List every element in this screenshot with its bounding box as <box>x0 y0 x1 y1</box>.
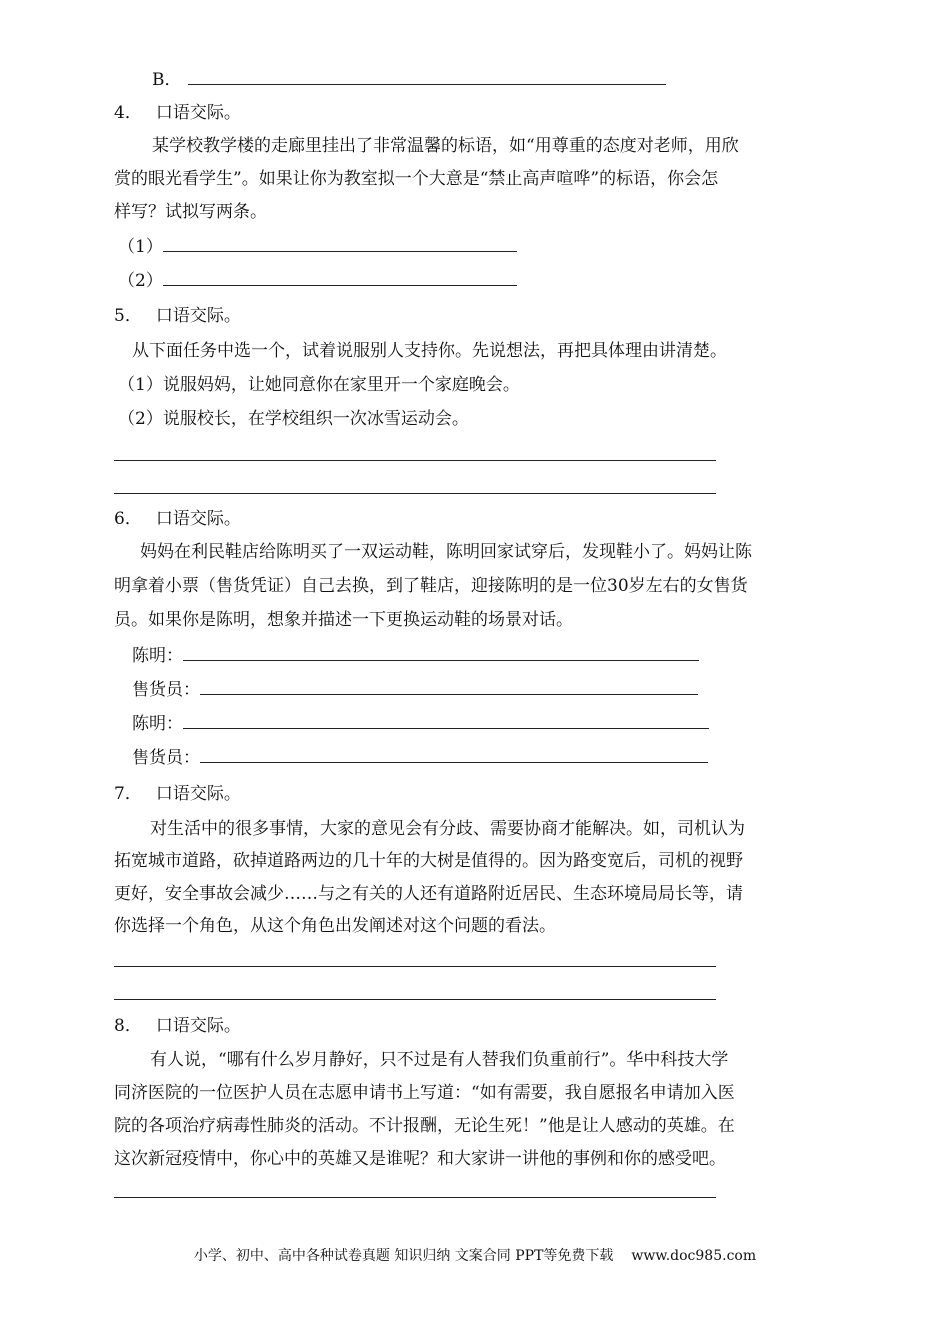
q8-heading <box>114 1015 241 1037</box>
q4-blank-2 <box>118 269 517 292</box>
q3-answer-blank[interactable] <box>188 68 666 85</box>
q4-title: 口语交际。 <box>155 103 241 123</box>
q4-line-1: 某学校教学楼的走廊里挂出了非常温馨的标语，如“用尊重的态度对老师，用欣 <box>152 136 739 156</box>
q8-line-4: 这次新冠疫情中，你心中的英雄又是谁呢？和大家讲一讲他的事例和你的感受吧。 <box>114 1149 726 1169</box>
q5-task-2: （2）说服校长，在学校组织一次冰雪运动会。 <box>118 409 469 429</box>
q4-line-3: 样写？试拟写两条。 <box>114 202 267 222</box>
q7-title: 口语交际。 <box>155 784 241 804</box>
q6-title: 口语交际。 <box>155 509 241 529</box>
footer-text: 小学、初中、高中各种试卷真题 知识归纳 文案合同 PPT等免费下载 <box>193 1248 614 1264</box>
q6-dialogue-4-blank[interactable] <box>200 746 708 763</box>
q4-heading <box>114 102 241 124</box>
q3-option-b <box>152 68 666 91</box>
q6-line-1: 妈妈在利民鞋店给陈明买了一双运动鞋，陈明回家试穿后，发现鞋小了。妈妈让陈 <box>140 542 752 562</box>
q7-answer-line-2[interactable] <box>114 999 716 1000</box>
q5-answer-line-1[interactable] <box>114 460 716 461</box>
q7-number: 7． <box>114 784 142 804</box>
q7-line-2: 拓宽城市道路，砍掉道路两边的几十年的大树是值得的。因为路变宽后，司机的视野 <box>114 851 743 871</box>
q6-dialogue-2-blank[interactable] <box>200 678 698 695</box>
q5-task-1: （1）说服妈妈，让她同意你在家里开一个家庭晚会。 <box>118 375 520 395</box>
q6-dialogue-3-blank[interactable] <box>183 712 709 729</box>
q4-answer-line-1[interactable] <box>163 235 517 252</box>
q6-dialogue-1 <box>132 644 699 667</box>
q6-speaker-clerk-1: 售货员： <box>132 680 200 700</box>
page-footer <box>0 1247 950 1265</box>
q5-answer-line-2[interactable] <box>114 493 716 494</box>
q6-dialogue-1-blank[interactable] <box>183 644 699 661</box>
q7-line-4: 你选择一个角色，从这个角色出发阐述对这个问题的看法。 <box>114 916 556 936</box>
q6-dialogue-4 <box>132 746 708 769</box>
q8-line-3: 院的各项治疗病毒性肺炎的活动。不计报酬，无论生死！”他是让人感动的英雄。在 <box>114 1116 735 1136</box>
q6-dialogue-2 <box>132 678 698 701</box>
q8-number: 8． <box>114 1016 142 1036</box>
footer-site-link[interactable]: www.doc985.com <box>631 1248 757 1264</box>
q4-number: 4． <box>114 103 142 123</box>
q5-title: 口语交际。 <box>155 306 241 326</box>
q6-speaker-chen-1: 陈明： <box>132 646 183 666</box>
q7-answer-line-1[interactable] <box>114 966 716 967</box>
q7-line-3: 更好，安全事故会减少……与之有关的人还有道路附近居民、生态环境局局长等，请 <box>114 884 743 904</box>
q6-speaker-clerk-2: 售货员： <box>132 748 200 768</box>
q5-intro: 从下面任务中选一个，试着说服别人支持你。先说想法，再把具体理由讲清楚。 <box>132 341 727 361</box>
q8-line-1: 有人说，“哪有什么岁月静好，只不过是有人替我们负重前行”。华中科技大学 <box>150 1050 729 1070</box>
q6-speaker-chen-2: 陈明： <box>132 714 183 734</box>
q4-blank-1 <box>118 235 517 258</box>
q4-blank-1-label: （1） <box>118 237 163 257</box>
q8-line-2: 同济医院的一位医护人员在志愿申请书上写道：“如有需要，我自愿报名申请加入医 <box>114 1083 735 1103</box>
q7-line-1: 对生活中的很多事情，大家的意见会有分歧、需要协商才能解决。如，司机认为 <box>150 819 745 839</box>
q4-blank-2-label: （2） <box>118 271 163 291</box>
q6-dialogue-3 <box>132 712 709 735</box>
q7-heading <box>114 783 241 805</box>
q3-option-b-label: B． <box>152 70 182 90</box>
q6-line-3: 员。如果你是陈明，想象并描述一下更换运动鞋的场景对话。 <box>114 610 573 630</box>
q6-heading <box>114 508 241 530</box>
q5-heading <box>114 305 241 327</box>
q6-line-2: 明拿着小票（售货凭证）自己去换，到了鞋店，迎接陈明的是一位30岁左右的女售货 <box>114 576 748 596</box>
q5-number: 5． <box>114 306 142 326</box>
q8-answer-line-1[interactable] <box>114 1197 716 1198</box>
q8-title: 口语交际。 <box>155 1016 241 1036</box>
q4-answer-line-2[interactable] <box>163 269 517 286</box>
q4-line-2: 赏的眼光看学生”。如果让你为教室拟一个大意是“禁止高声喧哗”的标语，你会怎 <box>114 169 719 189</box>
q6-number: 6． <box>114 509 142 529</box>
